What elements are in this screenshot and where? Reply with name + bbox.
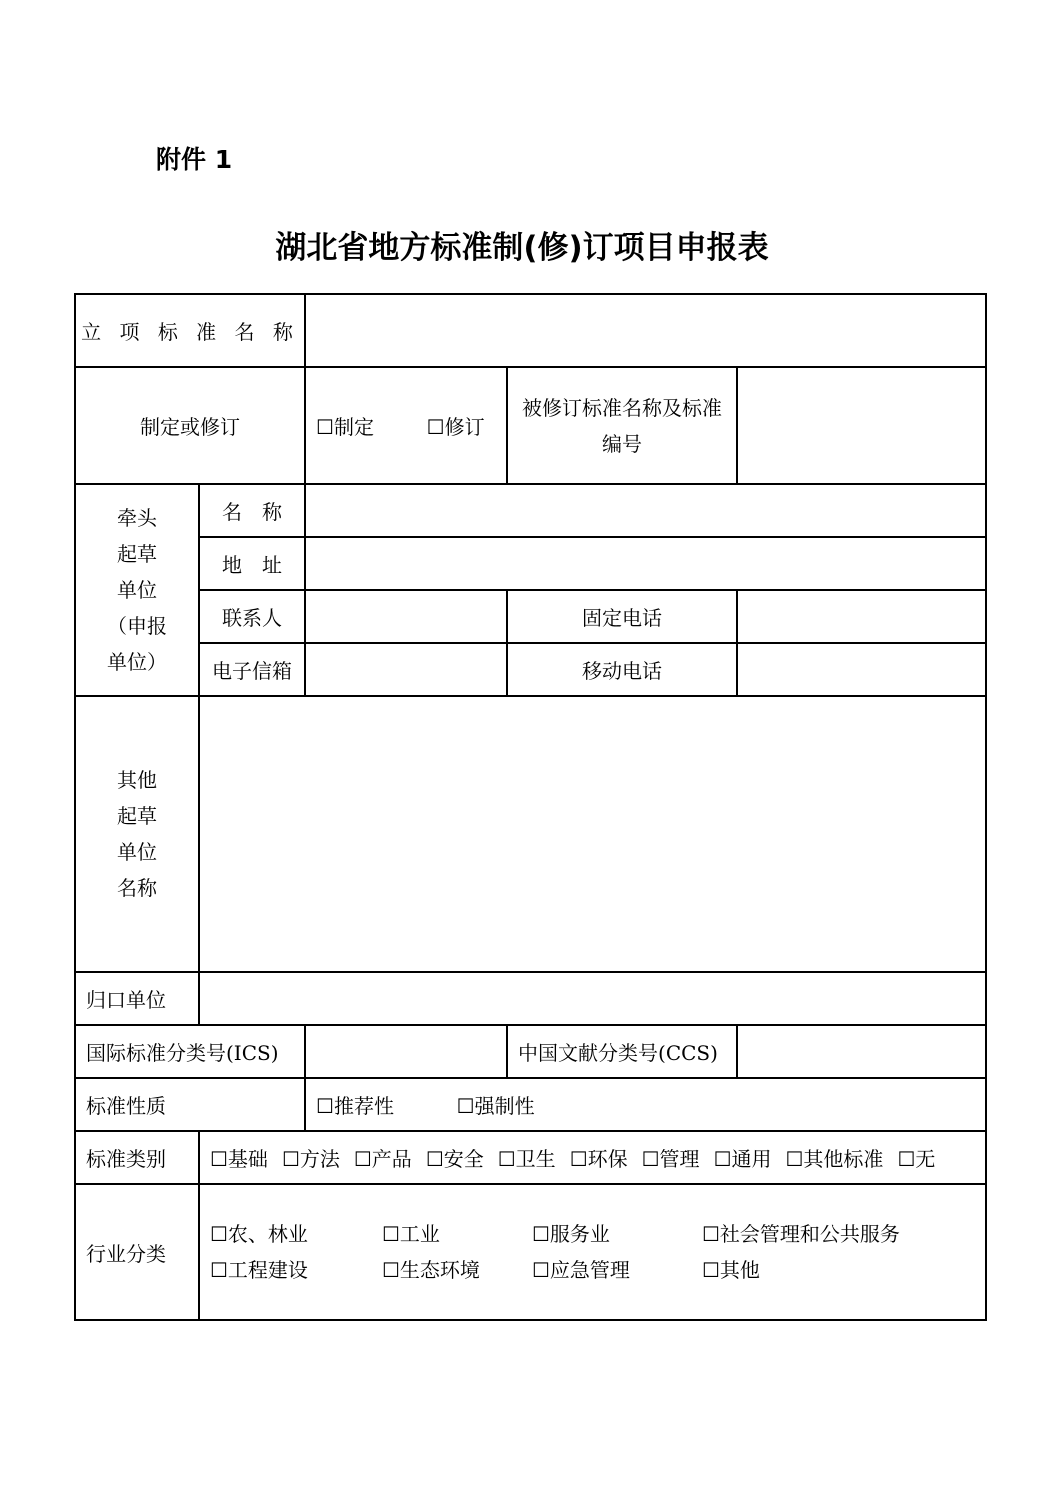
industry-industrial-checkbox[interactable]: ☐工业 — [382, 1222, 440, 1246]
industry-service-checkbox[interactable]: ☐服务业 — [532, 1222, 610, 1246]
unit-name-label: 名 称 — [199, 484, 305, 537]
project-name-field[interactable] — [305, 294, 986, 367]
revise-type-options — [305, 367, 507, 484]
unit-name-field[interactable] — [305, 484, 986, 537]
landline-field[interactable] — [737, 590, 986, 643]
ics-field[interactable] — [305, 1025, 507, 1078]
category-management-checkbox[interactable]: ☐管理 — [641, 1147, 700, 1171]
ccs-label: 中国文献分类号(CCS) — [507, 1025, 737, 1078]
lead-unit-label — [75, 484, 199, 696]
revised-standard-label: 被修订标准名称及标准编号 — [507, 367, 737, 484]
competent-unit-field[interactable] — [199, 972, 986, 1025]
landline-label: 固定电话 — [507, 590, 737, 643]
category-health-checkbox[interactable]: ☐卫生 — [497, 1147, 556, 1171]
category-other-checkbox[interactable]: ☐其他标准 — [785, 1147, 884, 1171]
other-units-field[interactable] — [199, 696, 986, 972]
industry-label: 行业分类 — [75, 1184, 199, 1320]
nature-label: 标准性质 — [75, 1078, 305, 1131]
email-field[interactable] — [305, 643, 507, 696]
lead-unit-line: 牵头 — [117, 506, 157, 530]
other-units-line: 其他 — [117, 768, 157, 792]
category-options — [199, 1131, 986, 1184]
category-safety-checkbox[interactable]: ☐安全 — [425, 1147, 484, 1171]
email-label: 电子信箱 — [199, 643, 305, 696]
revise-type-label: 制定或修订 — [75, 367, 305, 484]
industry-emergency-checkbox[interactable]: ☐应急管理 — [532, 1258, 630, 1282]
revise-checkbox[interactable]: ☐修订 — [426, 415, 485, 439]
contact-person-label: 联系人 — [199, 590, 305, 643]
mandatory-checkbox[interactable]: ☐强制性 — [456, 1094, 535, 1118]
lead-unit-line: 单位） — [107, 650, 167, 674]
project-name-label — [75, 294, 305, 367]
project-name-label-text: 立 项 标 准 名 称 — [81, 320, 299, 344]
other-units-line: 名称 — [117, 876, 157, 900]
industry-ecology-checkbox[interactable]: ☐生态环境 — [382, 1258, 480, 1282]
ccs-field[interactable] — [737, 1025, 986, 1078]
recommended-checkbox[interactable]: ☐推荐性 — [316, 1094, 394, 1118]
category-label: 标准类别 — [75, 1131, 199, 1184]
unit-address-field[interactable] — [305, 537, 986, 590]
industry-social-checkbox[interactable]: ☐社会管理和公共服务 — [702, 1222, 900, 1246]
unit-address-label: 地 址 — [199, 537, 305, 590]
form-title: 湖北省地方标准制(修)订项目申报表 — [275, 230, 769, 266]
industry-other-checkbox[interactable]: ☐其他 — [702, 1258, 760, 1282]
industry-options — [199, 1184, 986, 1320]
category-product-checkbox[interactable]: ☐产品 — [353, 1147, 412, 1171]
other-units-label — [75, 696, 199, 972]
other-units-line: 单位 — [117, 840, 157, 864]
category-basic-checkbox[interactable]: ☐基础 — [210, 1147, 268, 1171]
competent-unit-label: 归口单位 — [75, 972, 199, 1025]
attachment-label: 附件 1 — [156, 145, 233, 174]
nature-options — [305, 1078, 986, 1131]
revised-standard-field[interactable] — [737, 367, 986, 484]
mobile-field[interactable] — [737, 643, 986, 696]
other-units-line: 起草 — [117, 804, 157, 828]
industry-row-1 — [210, 1216, 985, 1252]
application-form-table — [74, 293, 987, 1321]
lead-unit-line: 起草 — [117, 542, 157, 566]
lead-unit-line: 单位 — [117, 578, 157, 602]
lead-unit-line: （申报 — [107, 614, 167, 638]
category-environment-checkbox[interactable]: ☐环保 — [569, 1147, 628, 1171]
industry-agri-checkbox[interactable]: ☐农、林业 — [210, 1222, 308, 1246]
contact-person-field[interactable] — [305, 590, 507, 643]
category-general-checkbox[interactable]: ☐通用 — [713, 1147, 772, 1171]
category-none-checkbox[interactable]: ☐无 — [897, 1147, 936, 1171]
category-method-checkbox[interactable]: ☐方法 — [281, 1147, 340, 1171]
mobile-label: 移动电话 — [507, 643, 737, 696]
ics-label: 国际标准分类号(ICS) — [75, 1025, 305, 1078]
industry-construction-checkbox[interactable]: ☐工程建设 — [210, 1258, 308, 1282]
industry-row-2 — [210, 1252, 985, 1288]
formulate-checkbox[interactable]: ☐制定 — [316, 415, 374, 439]
